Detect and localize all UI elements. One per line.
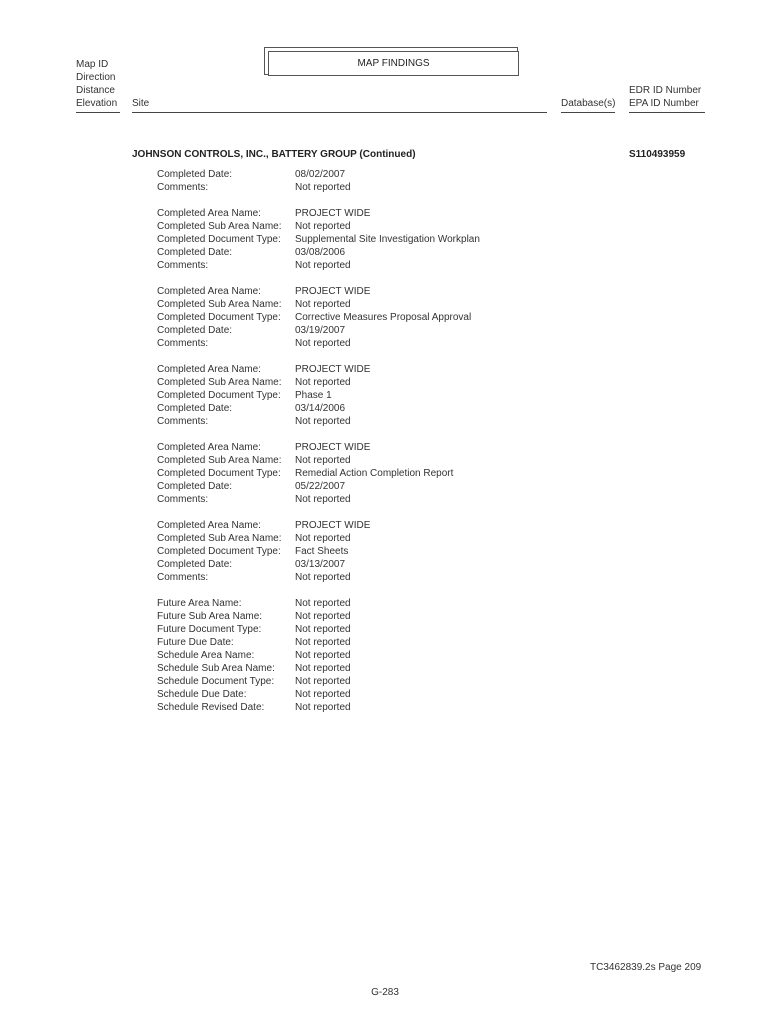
field-label: Completed Date: [157,169,233,180]
field-label: Schedule Due Date: [157,689,247,700]
record-row [157,402,480,415]
field-label: Completed Sub Area Name: [157,221,282,232]
field-value: 05/22/2007 [295,481,346,492]
field-value: Not reported [295,182,351,193]
field-value: Not reported [295,260,351,271]
record-row [157,649,480,662]
record-row [157,324,480,337]
record-row [157,467,480,480]
record-row [157,285,480,298]
field-value: 03/08/2006 [295,247,346,258]
field-value: Not reported [295,611,351,622]
record-row [157,545,480,558]
record-row [157,220,480,233]
field-label: Completed Sub Area Name: [157,377,282,388]
record-row [157,571,480,584]
field-value: Not reported [295,221,351,232]
field-value: Supplemental Site Investigation Workplan [295,234,480,245]
field-value: Not reported [295,689,351,700]
field-value: Not reported [295,299,351,310]
record-row [157,441,480,454]
header-databases: Database(s) [561,98,616,109]
field-label: Completed Document Type: [157,234,281,245]
field-label: Completed Document Type: [157,546,281,557]
record-row [157,701,480,714]
field-value: 08/02/2007 [295,169,346,180]
field-label: Completed Document Type: [157,390,281,401]
site-name: JOHNSON CONTROLS, INC., BATTERY GROUP (Continued) [132,149,416,160]
field-value: 03/13/2007 [295,559,346,570]
field-value: Not reported [295,598,351,609]
field-value: PROJECT WIDE [295,208,371,219]
field-value: Not reported [295,338,351,349]
record-row [157,389,480,402]
field-label: Completed Date: [157,481,233,492]
record-row [157,363,480,376]
field-value: Not reported [295,416,351,427]
record-row [157,415,480,428]
field-label: Completed Area Name: [157,364,261,375]
field-label: Completed Sub Area Name: [157,455,282,466]
field-value: Not reported [295,533,351,544]
field-label: Completed Area Name: [157,286,261,297]
field-label: Completed Area Name: [157,208,261,219]
record-row [157,233,480,246]
field-label: Completed Area Name: [157,520,261,531]
record-row [157,519,480,532]
record-row [157,298,480,311]
footer-page-code: G-283 [371,987,399,998]
field-label: Completed Document Type: [157,468,281,479]
field-label: Future Document Type: [157,624,262,635]
field-value: Not reported [295,663,351,674]
field-value: PROJECT WIDE [295,520,371,531]
record-row [157,610,480,623]
header-edr-id: EDR ID Number [629,85,702,96]
field-label: Comments: [157,416,209,427]
record-row [157,259,480,272]
field-value: PROJECT WIDE [295,286,371,297]
rule-elevation [76,112,120,113]
field-label: Completed Date: [157,403,233,414]
record-row [157,688,480,701]
record-row [157,623,480,636]
footer-doc-ref: TC3462839.2s Page 209 [590,962,702,973]
record-row [157,168,480,181]
field-label: Comments: [157,182,209,193]
field-value: Fact Sheets [295,546,349,557]
field-label: Comments: [157,338,209,349]
field-label: Schedule Area Name: [157,650,255,661]
record-row [157,636,480,649]
field-label: Comments: [157,494,209,505]
rule-databases [561,112,615,113]
record-row [157,480,480,493]
header-right-labels [629,84,701,110]
field-value: PROJECT WIDE [295,364,371,375]
field-label: Schedule Sub Area Name: [157,663,275,674]
field-value: Not reported [295,572,351,583]
record-row [157,311,480,324]
field-value: Remedial Action Completion Report [295,468,454,479]
record-row [157,558,480,571]
record-row [157,454,480,467]
header-map-id: Map ID [76,59,109,70]
rule-site [132,112,547,113]
field-value: Not reported [295,455,351,466]
record-row [157,376,480,389]
header-site: Site [132,98,150,109]
record-row [157,532,480,545]
record-row [157,597,480,610]
page-title: MAP FINDINGS [268,51,519,76]
field-value: Not reported [295,377,351,388]
field-label: Completed Sub Area Name: [157,299,282,310]
field-label: Future Area Name: [157,598,242,609]
field-label: Schedule Revised Date: [157,702,265,713]
record-row [157,675,480,688]
field-value: Not reported [295,624,351,635]
field-value: 03/19/2007 [295,325,346,336]
field-label: Comments: [157,572,209,583]
field-value: Corrective Measures Proposal Approval [295,312,472,323]
record-row [157,493,480,506]
record-list [157,168,480,714]
field-value: Not reported [295,637,351,648]
rule-epa-id [629,112,705,113]
header-distance: Distance [76,85,115,96]
field-value: Not reported [295,702,351,713]
field-label: Future Sub Area Name: [157,611,263,622]
field-value: Not reported [295,494,351,505]
record-row [157,662,480,675]
header-direction: Direction [76,72,116,83]
field-value: Not reported [295,676,351,687]
field-label: Schedule Document Type: [157,676,275,687]
field-label: Future Due Date: [157,637,234,648]
field-label: Completed Sub Area Name: [157,533,282,544]
record-row [157,337,480,350]
header-epa-id: EPA ID Number [629,98,699,109]
field-label: Completed Document Type: [157,312,281,323]
record-row [157,207,480,220]
field-value: 03/14/2006 [295,403,346,414]
field-value: Not reported [295,650,351,661]
field-label: Completed Date: [157,559,233,570]
field-value: Phase 1 [295,390,332,401]
record-row [157,246,480,259]
header-left-labels [76,58,117,110]
field-label: Completed Area Name: [157,442,261,453]
field-label: Completed Date: [157,247,233,258]
field-label: Comments: [157,260,209,271]
site-id: S110493959 [629,149,686,160]
header-elevation: Elevation [76,98,118,109]
field-label: Completed Date: [157,325,233,336]
record-row [157,181,480,194]
field-value: PROJECT WIDE [295,442,371,453]
